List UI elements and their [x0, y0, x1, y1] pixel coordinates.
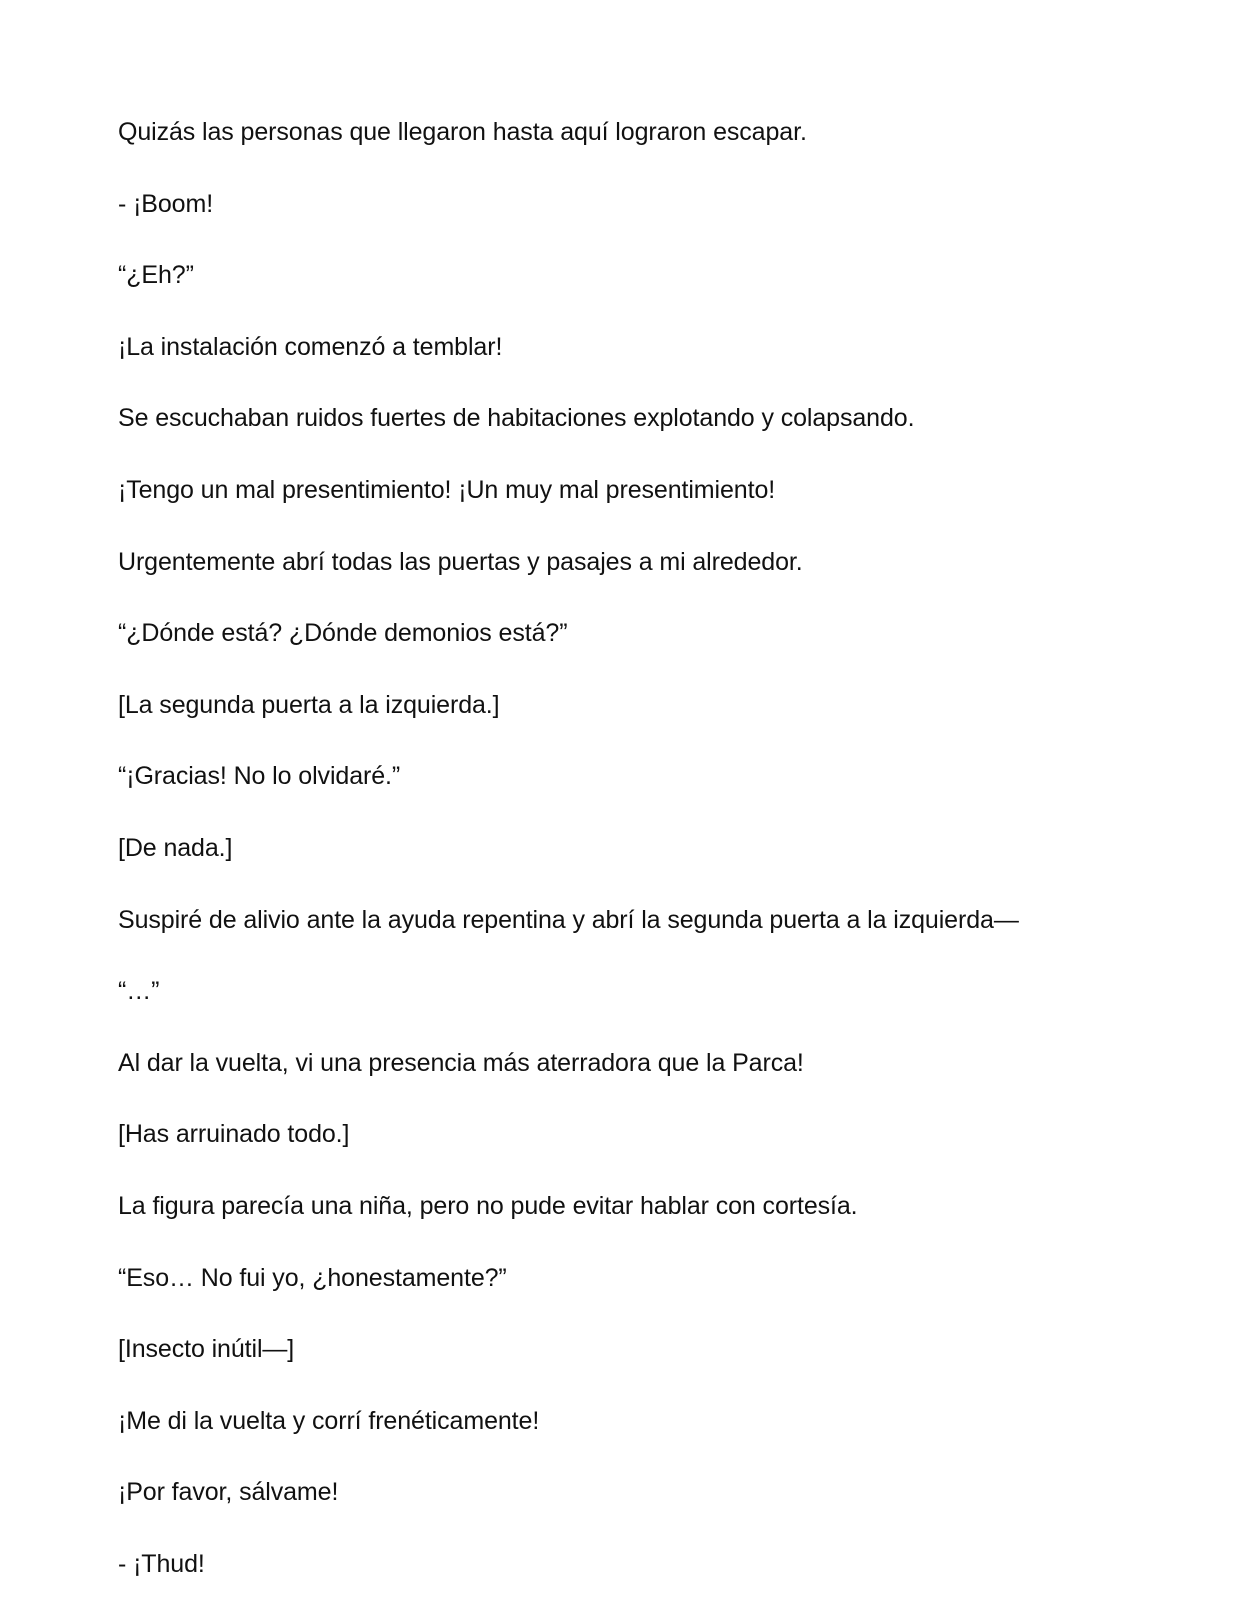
paragraph: “¿Dónde está? ¿Dónde demonios está?”	[118, 619, 568, 648]
paragraph: La figura parecía una niña, pero no pude evitar hablar con cortesía.	[118, 1191, 858, 1220]
paragraph: [Has arruinado todo.]	[118, 1120, 350, 1149]
paragraph: ¡Me di la vuelta y corrí frenéticamente!	[118, 1406, 540, 1435]
paragraph: Se escuchaban ruidos fuertes de habitaciones explotando y colapsando.	[118, 404, 915, 433]
paragraph: Quizás las personas que llegaron hasta aquí lograron escapar.	[118, 118, 807, 146]
paragraph: Urgentemente abrí todas las puertas y pasajes a mi alrededor.	[118, 547, 803, 576]
document-text-body	[118, 116, 1128, 1619]
paragraph: ¡La instalación comenzó a temblar!	[118, 332, 503, 361]
paragraph: [De nada.]	[118, 833, 233, 862]
paragraph: Al dar la vuelta, vi una presencia más aterradora que la Parca!	[118, 1048, 804, 1077]
paragraph: - ¡Boom!	[118, 189, 214, 218]
paragraph: “Eso… No fui yo, ¿honestamente?”	[118, 1263, 507, 1292]
paragraph: “¿Eh?”	[118, 261, 194, 290]
paragraph: - ¡Thud!	[118, 1549, 205, 1578]
paragraph: ¡Por favor, sálvame!	[118, 1478, 339, 1507]
paragraph: “¡Gracias! No lo olvidaré.”	[118, 762, 401, 791]
paragraph: [La segunda puerta a la izquierda.]	[118, 690, 500, 719]
paragraph: Suspiré de alivio ante la ayuda repentina y abrí la segunda puerta a la izquierda—	[118, 905, 1019, 934]
paragraph: [Insecto inútil—]	[118, 1335, 295, 1364]
paragraph: ¡Tengo un mal presentimiento! ¡Un muy mal presentimiento!	[118, 475, 776, 504]
paragraph: “…”	[118, 977, 160, 1006]
